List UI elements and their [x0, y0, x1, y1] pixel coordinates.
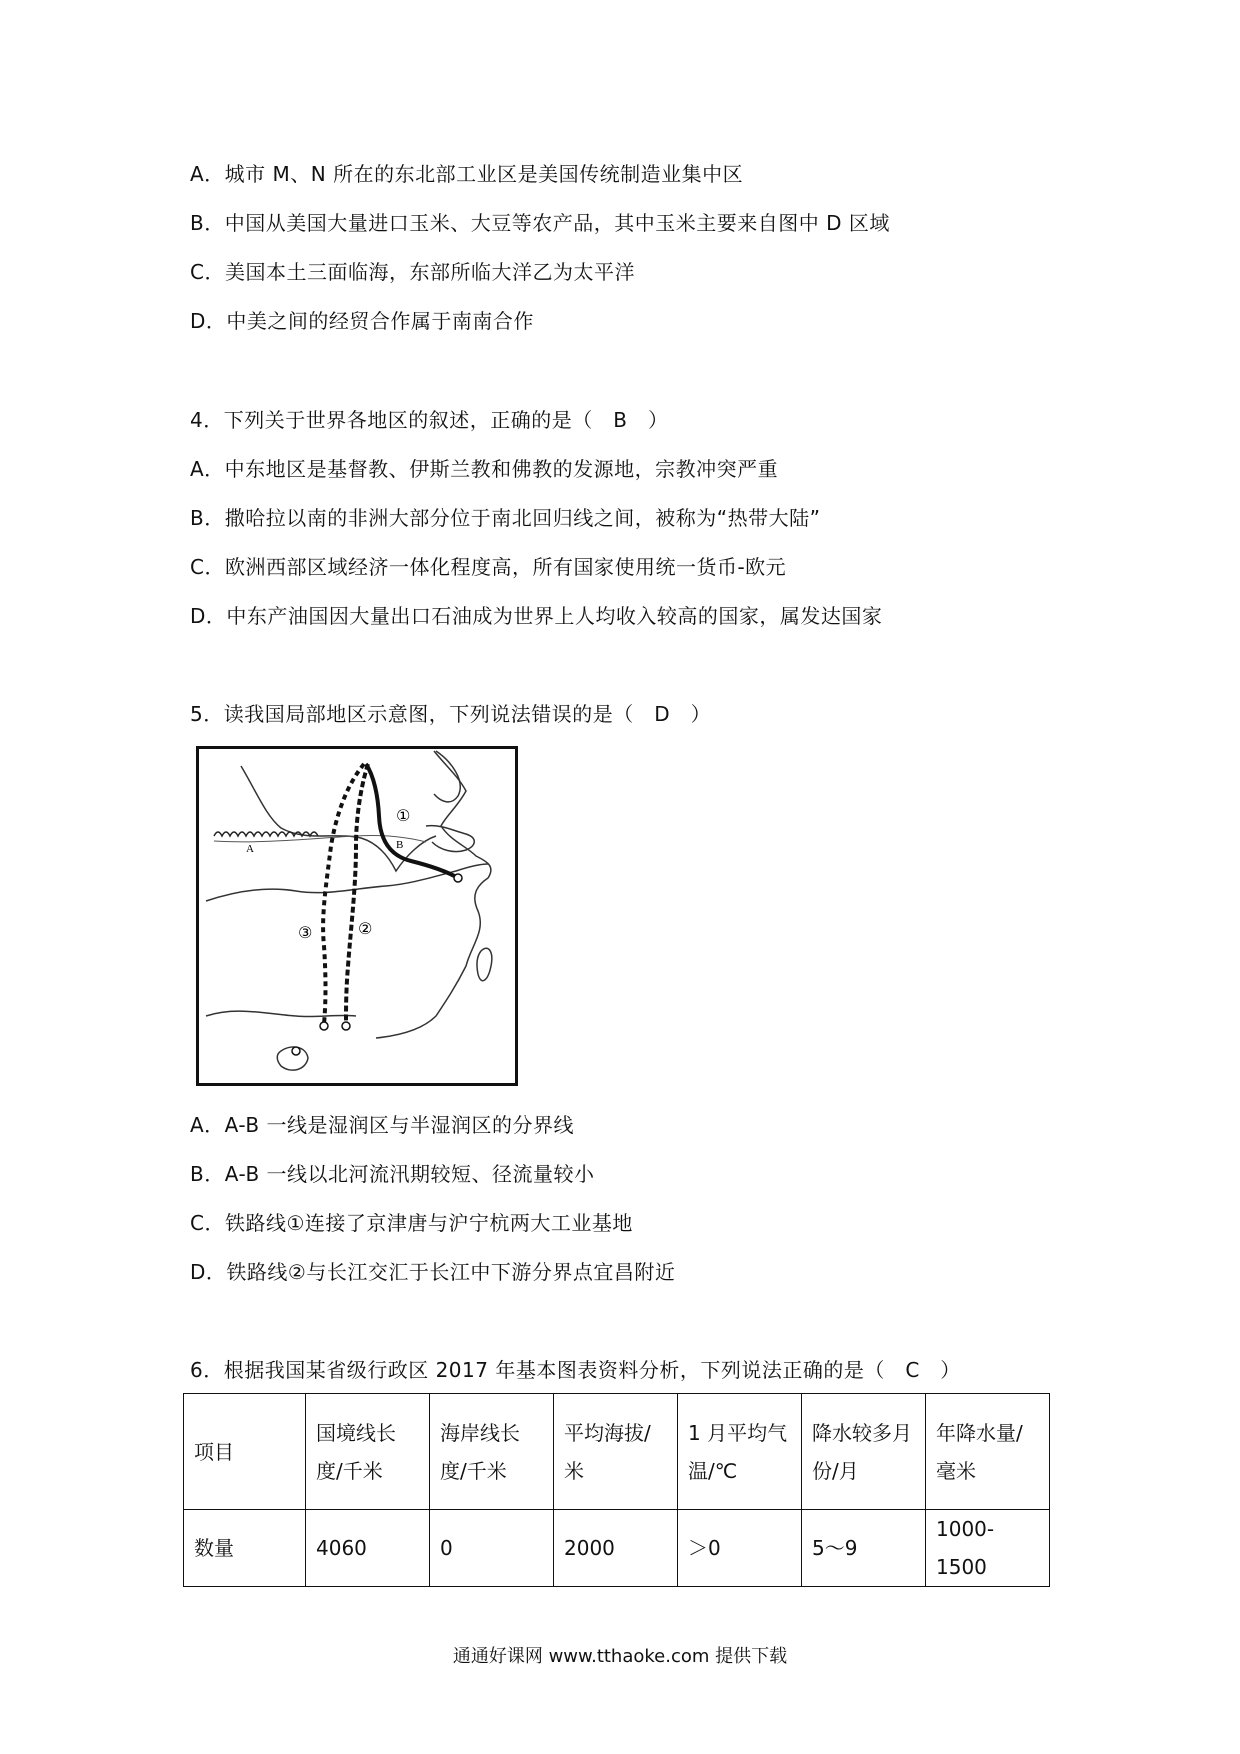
table-header-cell: 降水较多月份/月: [802, 1394, 926, 1510]
map-label-rail-2: ②: [358, 919, 373, 938]
q5-option-c: C．铁路线①连接了京津唐与沪宁杭两大工业基地: [190, 1211, 633, 1235]
city-shanghai: [454, 874, 462, 882]
table-cell: 数量: [184, 1510, 306, 1587]
table-cell: 0: [430, 1510, 554, 1587]
q4-option-a: A．中东地区是基督教、伊斯兰教和佛教的发源地，宗教冲突严重: [190, 457, 779, 481]
map-label-rail-1: ①: [396, 806, 411, 825]
q4-option-d: D．中东产油国因大量出口石油成为世界上人均收入较高的国家，属发达国家: [190, 604, 883, 628]
table-cell: ＞0: [678, 1510, 802, 1587]
table-header-cell: 年降水量/毫米: [926, 1394, 1050, 1510]
q5-stem: 5．读我国局部地区示意图，下列说法错误的是（ D ）: [190, 702, 712, 726]
q3-option-c: C．美国本土三面临海，东部所临大洋乙为太平洋: [190, 260, 635, 284]
q5-option-b: B．A-B 一线以北河流汛期较短、径流量较小: [190, 1162, 595, 1186]
page-footer: 通通好课网 www.tthaoke.com 提供下载: [452, 1646, 788, 1667]
map-label-a: A: [246, 843, 254, 855]
table-header-cell: 海岸线长度/千米: [430, 1394, 554, 1510]
q3-option-a: A．城市 M、N 所在的东北部工业区是美国传统制造业集中区: [190, 162, 744, 186]
map-frame: [198, 748, 517, 1085]
q6-stem: 6．根据我国某省级行政区 2017 年基本图表资料分析，下列说法正确的是（ C ）: [190, 1358, 961, 1382]
map-label-b: B: [396, 839, 404, 851]
table-header-cell: 1 月平均气温/℃: [678, 1394, 802, 1510]
q6-data-table: [183, 1393, 1050, 1587]
table-header-cell: 平均海拔/米: [554, 1394, 678, 1510]
table-cell: 2000: [554, 1510, 678, 1587]
q5-option-a: A．A-B 一线是湿润区与半湿润区的分界线: [190, 1113, 575, 1137]
table-header-cell: 项目: [184, 1394, 306, 1510]
city-haikou: [292, 1047, 300, 1055]
city-guangzhou: [342, 1022, 350, 1030]
q4-option-b: B．撒哈拉以南的非洲大部分位于南北回归线之间，被称为“热带大陆”: [190, 506, 821, 530]
q3-option-d: D．中美之间的经贸合作属于南南合作: [190, 309, 534, 333]
q4-option-c: C．欧洲西部区域经济一体化程度高，所有国家使用统一货币-欧元: [190, 555, 787, 579]
table-cell: 5～9: [802, 1510, 926, 1587]
table-header-row: [184, 1394, 1050, 1510]
table-row: [184, 1510, 1050, 1587]
q3-option-b: B．中国从美国大量进口玉米、大豆等农产品，其中玉米主要来自图中 D 区域: [190, 211, 890, 235]
table-cell: 4060: [306, 1510, 430, 1587]
q5-option-d: D．铁路线②与长江交汇于长江中下游分界点宜昌附近: [190, 1260, 676, 1284]
regional-map: [196, 746, 518, 1086]
map-label-rail-3: ③: [298, 923, 313, 942]
table-cell: 1000-1500: [926, 1510, 1050, 1587]
q4-stem: 4．下列关于世界各地区的叙述，正确的是（ B ）: [190, 408, 669, 432]
table-header-cell: 国境线长度/千米: [306, 1394, 430, 1510]
city-shenzhen: [320, 1022, 328, 1030]
